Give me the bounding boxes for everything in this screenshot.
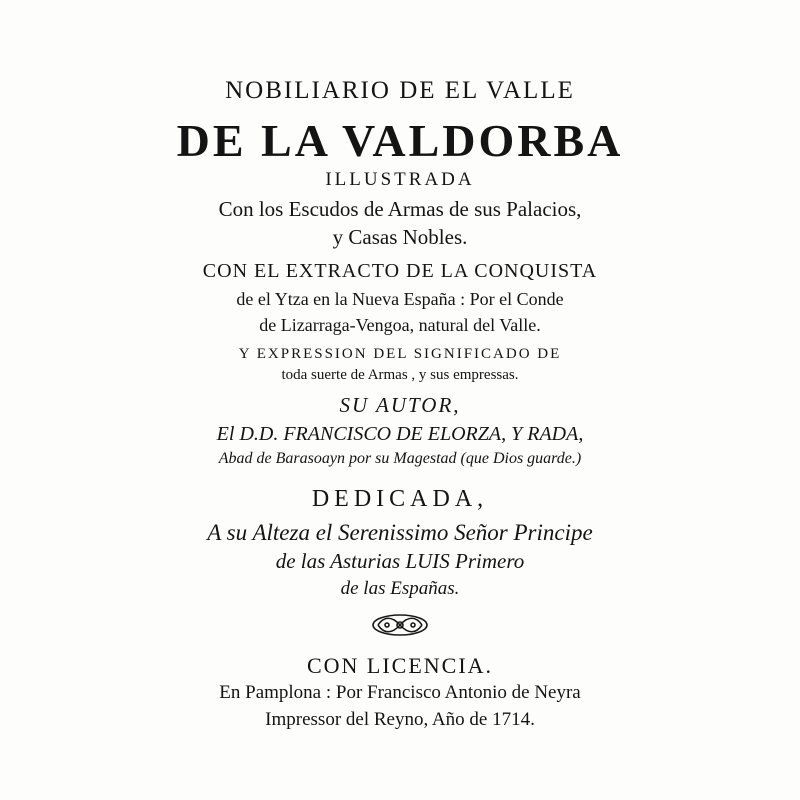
- dedication-line-1: A su Alteza el Serenissimo Señor Principe: [207, 520, 593, 545]
- extract-line-2: de Lizarraga-Vengoa, natural del Valle.: [259, 315, 541, 335]
- license-heading: CON LICENCIA.: [306, 653, 494, 678]
- dedication-line-2: de las Asturias LUIS Primero: [275, 549, 525, 573]
- fleuron-ornament-icon: [370, 612, 430, 638]
- title-line-illustrada: ILLUSTRADA: [325, 169, 475, 190]
- imprint-line-2: Impressor del Reyno, Año de 1714.: [265, 709, 535, 730]
- extract-line-1: de el Ytza en la Nueva España : Por el Conde: [236, 289, 564, 309]
- dedication-line-3: de las Españas.: [340, 578, 460, 599]
- author-heading: SU AUTOR,: [339, 393, 461, 417]
- extract-heading: CON EL EXTRACTO DE LA CONQUISTA: [202, 260, 598, 282]
- expression-heading: Y EXPRESSION DEL SIGNIFICADO DE: [238, 346, 562, 362]
- title-line-main: DE LA VALDORBA: [176, 115, 624, 166]
- author-title: Abad de Barasoayn por su Magestad (que Dios guarde.): [218, 450, 582, 467]
- subtitle-line-1: Con los Escudos de Armas de sus Palacios,: [218, 197, 582, 221]
- author-name: El D.D. FRANCISCO DE ELORZA, Y RADA,: [216, 423, 584, 445]
- dedication-heading: DEDICADA,: [311, 486, 489, 512]
- expression-line: toda suerte de Armas , y sus empressas.: [281, 367, 519, 383]
- subtitle-line-2: y Casas Nobles.: [332, 225, 468, 249]
- imprint-line-1: En Pamplona : Por Francisco Antonio de Neyra: [219, 682, 581, 703]
- title-line-1: NOBILIARIO DE EL VALLE: [225, 77, 575, 104]
